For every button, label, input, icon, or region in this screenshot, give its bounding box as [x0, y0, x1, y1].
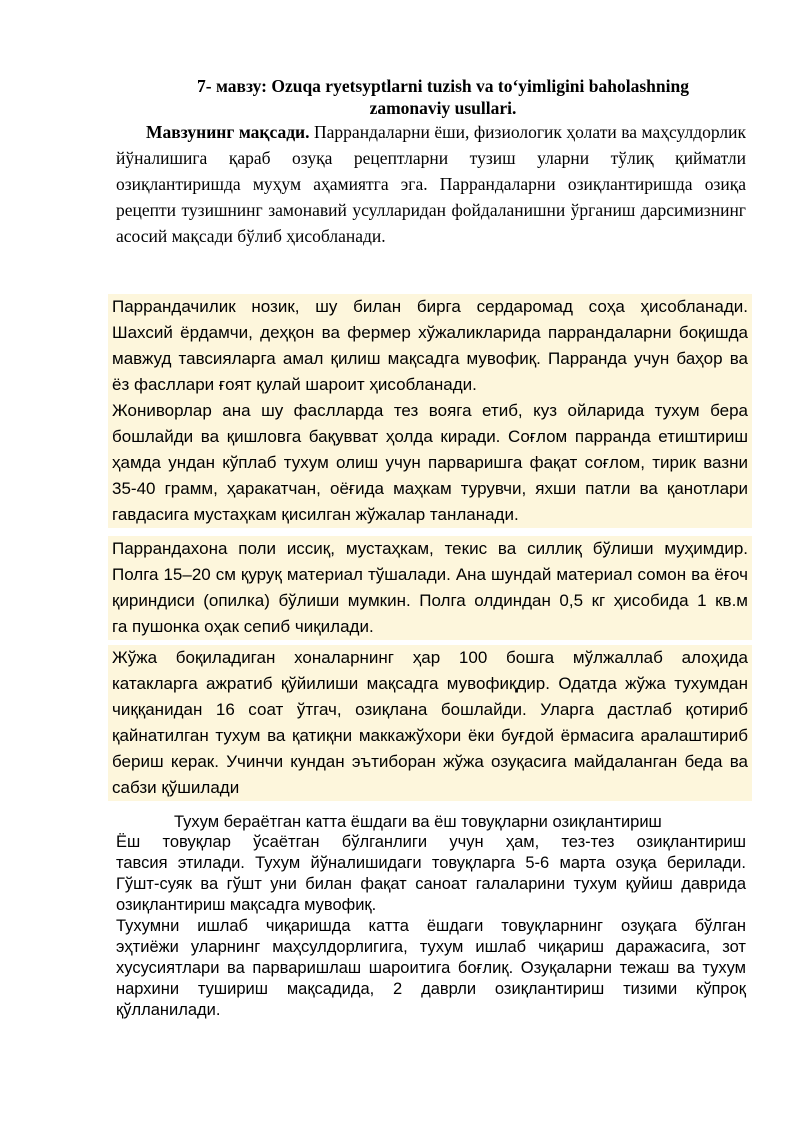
text-line: гавдасига мустаҳкам қисилган жўжалар танланади.	[108, 502, 752, 528]
text-line: Тухумни ишлаб чиқаришда катта ёшдаги товуқларнинг озуқага бўлган	[116, 917, 746, 935]
page-title	[116, 75, 770, 119]
text-line: Полга 15–20 см қуруқ материал тўшалади. Ана шундай материал сомон ва ёғоч	[108, 562, 752, 588]
subheading-text: Тухум бераётган катта ёшдаги ва ёш товуқларни озиқлантириш	[174, 813, 662, 831]
highlighted-paragraph-chick-selection	[112, 398, 752, 528]
text-line: эҳтиёжи уларнинг маҳсулдорлигига, тухум ишлаб чиқариш даражасига, зот	[116, 938, 746, 956]
highlighted-paragraph-poultry-intro	[112, 294, 752, 398]
paragraph-adult-hens	[116, 916, 746, 1021]
goal-paragraph	[116, 119, 746, 249]
text-line: 35-40 грамм, ҳаракатчан, оёғида маҳкам турувчи, яхши патли ва қанотлари	[108, 476, 752, 502]
section-subheading	[174, 812, 734, 833]
text-line: хусусиятлари ва парваришлаш шароитига боғлиқ. Озуқаларни тежаш ва тухум	[116, 959, 746, 977]
text-line: Паррандачилик нозик, шу билан бирга сердаромад соҳа ҳисобланади.	[108, 294, 752, 320]
text-line: қайнатилган тухум ва қатиқни маккажўхори ёки буғдой ёрмасига аралаштириб	[108, 723, 752, 749]
highlighted-paragraph-chick-feeding	[112, 645, 752, 801]
text-line: Жониворлар ана шу фаслларда тез вояга етиб, куз ойларида тухум бера	[108, 398, 752, 424]
text-line: қўлланилади.	[116, 1001, 221, 1019]
text-line: чиққанидан 16 соат ўтгач, озиқлана бошлайди. Уларга дастлаб қотириб	[108, 697, 752, 723]
text-line: бошлайди ва қишловга бақувват ҳолда киради. Соғлом парранда етиштириш	[108, 424, 752, 450]
text-line: тавсия этилади. Тухум йўналишидаги товуқларга 5-6 марта озуқа берилади.	[116, 854, 746, 872]
text-line: ёз фасллари ғоят қулай шароит ҳисобланади.	[108, 372, 752, 398]
text-line: ҳамда ундан кўплаб тухум олиш учун парваришга фақат соғлом, тирик вазни	[108, 450, 752, 476]
text-line: қириндиси (опилка) бўлиши мумкин. Полга олдиндан 0,5 кг ҳисобида 1 кв.м	[108, 588, 752, 614]
text-line: сабзи қўшилади	[108, 775, 752, 801]
text-line: бериш керак. Учинчи кундан эътиборан жўжа озуқасига майдаланган беда ва	[108, 749, 752, 775]
goal-label: Мавзунинг мақсади.	[146, 122, 310, 142]
title-line-2: zamonaviy usullari.	[369, 98, 517, 118]
highlighted-paragraph-floor	[112, 536, 752, 640]
text-line: Паррандахона поли иссиқ, мустаҳкам, текис ва силлиқ бўлиши муҳимдир.	[108, 536, 752, 562]
text-line: Шахсий ёрдамчи, деҳқон ва фермер хўжаликларида паррандаларни боқишда	[108, 320, 752, 346]
text-line: мавжуд тавсияларга амал қилиш мақсадга мувофиқ. Парранда учун баҳор ва	[108, 346, 752, 372]
text-line: Жўжа боқиладиган хоналарнинг ҳар 100 бошга мўлжаллаб алоҳида	[108, 645, 752, 671]
text-line: озиқлантириш мақсадга мувофиқ.	[116, 896, 377, 914]
paragraph-young-hens	[116, 832, 746, 916]
text-line: Ёш товуқлар ўсаётган бўлганлиги учун ҳам, тез-тез озиқлантириш	[116, 833, 746, 851]
text-line: Гўшт-суяк ва гўшт уни билан фақат саноат галаларини тухум қуйиш даврида	[116, 875, 746, 893]
text-line: га пушонка оҳак сепиб чиқилади.	[108, 614, 752, 640]
goal-text: Паррандаларни ёши, физиологик ҳолати ва маҳсулдорлик йўналишига қараб озуқа рецептларни тузиш уларни тўлиқ қийматли озиқлантиришда муҳум аҳамиятга эга. Паррандаларни озиқлантиришда озиқа рецепти тузишнинг замонавий усулларидан фойдаланишни ўрганиш дарсимизнинг асосий мақсади бўлиб ҳисобланади.	[116, 122, 746, 246]
title-line-1: 7- мавзу: Ozuqa ryetsyptlarni tuzish va to‘yimligini baholashning	[197, 76, 689, 96]
text-line: нархини тушириш мақсадида, 2 даврли озиқлантириш тизими кўпроқ	[116, 980, 746, 998]
text-line: катакларга ажратиб қўйилиши мақсадга мувофиқдир. Одатда жўжа тухумдан	[108, 671, 752, 697]
